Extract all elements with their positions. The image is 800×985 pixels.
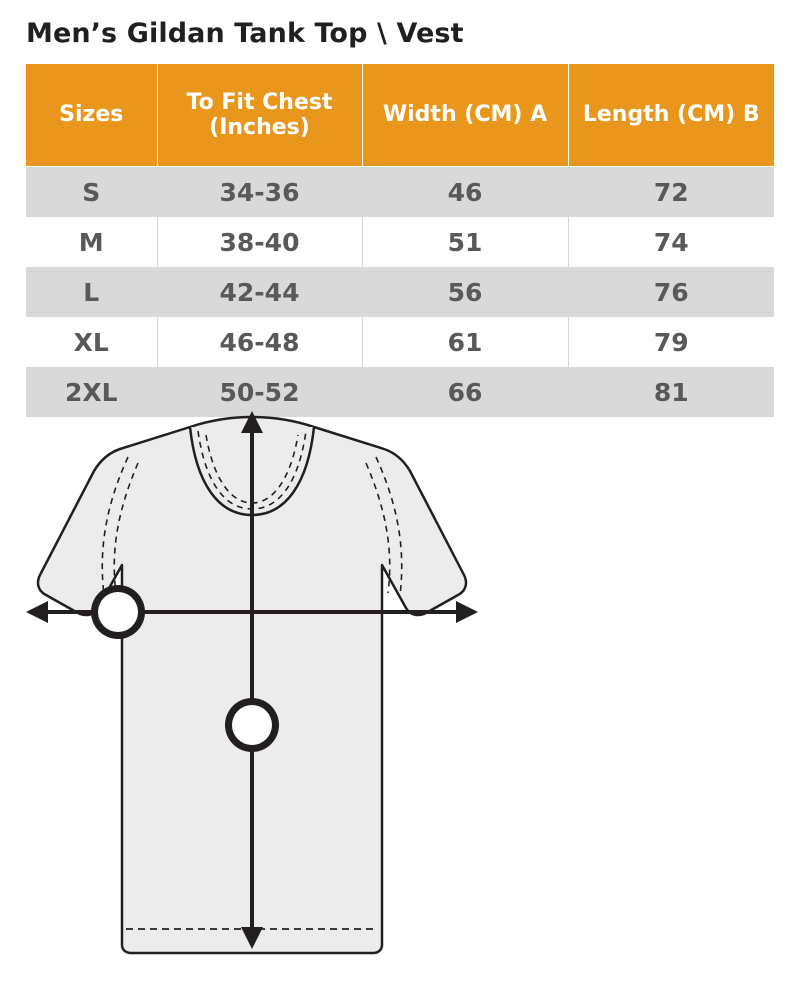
cell-size: L [26, 267, 157, 317]
table-header-row [26, 64, 774, 167]
width-marker-label: A [107, 595, 129, 629]
column-header-sizes: Sizes [26, 64, 157, 167]
cell-length: 74 [568, 217, 774, 267]
cell-length: 76 [568, 267, 774, 317]
page-title: Men’s Gildan Tank Top \ Vest [26, 18, 464, 49]
cell-size: S [26, 167, 157, 218]
cell-chest: 46-48 [157, 317, 362, 367]
cell-chest: 42-44 [157, 267, 362, 317]
column-header-length: Length (CM) B [568, 64, 774, 167]
length-marker-badge [225, 698, 279, 752]
cell-width: 56 [362, 267, 568, 317]
size-chart-table [26, 63, 774, 417]
measurement-diagram [0, 405, 800, 985]
cell-chest: 34-36 [157, 167, 362, 218]
column-header-width: Width (CM) A [362, 64, 568, 167]
cell-size: XL [26, 317, 157, 367]
cell-chest: 50-52 [157, 367, 362, 417]
cell-length: 79 [568, 317, 774, 367]
cell-length: 72 [568, 167, 774, 218]
table-row [26, 317, 774, 367]
table-row [26, 167, 774, 218]
cell-size: M [26, 217, 157, 267]
table-row [26, 267, 774, 317]
table-row [26, 217, 774, 267]
cell-size: 2XL [26, 367, 157, 417]
width-marker-badge [91, 585, 145, 639]
cell-chest: 38-40 [157, 217, 362, 267]
column-header-chest: To Fit Chest (Inches) [157, 64, 362, 167]
cell-width: 51 [362, 217, 568, 267]
cell-width: 66 [362, 367, 568, 417]
length-marker-label: B [241, 708, 263, 742]
cell-width: 46 [362, 167, 568, 218]
cell-length: 81 [568, 367, 774, 417]
cell-width: 61 [362, 317, 568, 367]
